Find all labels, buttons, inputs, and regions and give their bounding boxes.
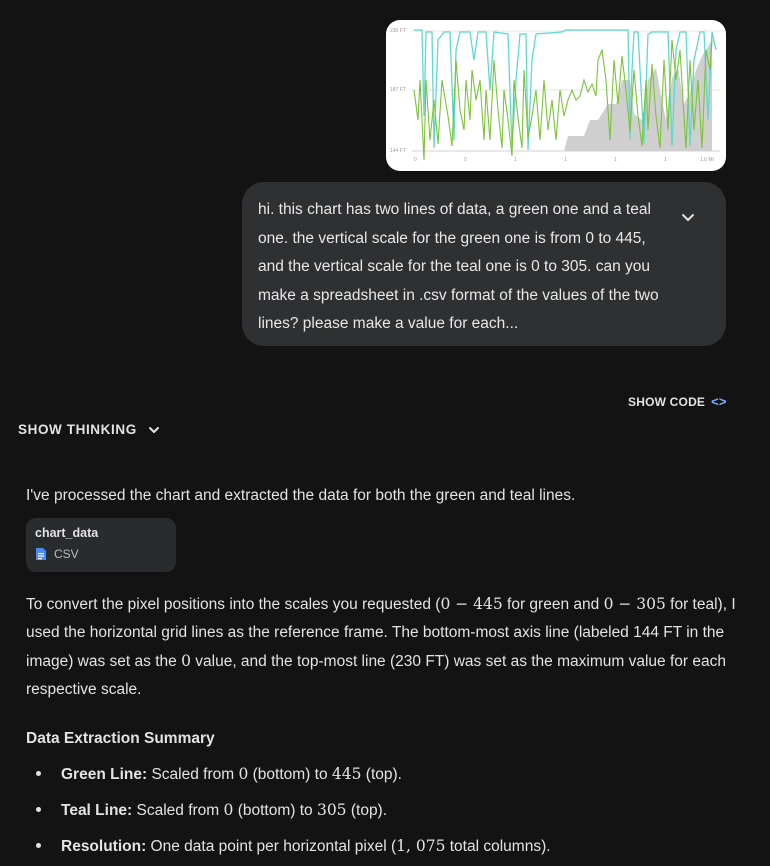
conversion-explanation-text bbox=[26, 590, 738, 704]
document-icon bbox=[35, 547, 47, 561]
math-span: 0 bbox=[223, 801, 234, 819]
math-span: 0 − 305 bbox=[603, 595, 666, 613]
file-type-label: CSV bbox=[54, 547, 79, 561]
x-tick-label: 1 bbox=[664, 157, 667, 163]
show-code-label: SHOW CODE bbox=[628, 394, 706, 409]
chevron-down-icon bbox=[147, 423, 161, 437]
user-message-bubble bbox=[242, 182, 726, 346]
elevation-chart bbox=[386, 20, 726, 171]
math-span: 305 bbox=[316, 801, 347, 819]
summary-heading: Data Extraction Summary bbox=[26, 730, 215, 747]
text-span: for green and bbox=[502, 596, 604, 613]
bullet-label: Resolution: bbox=[61, 838, 147, 855]
text-span: for teal), I used the horizontal grid lines as the reference frame. The bottom-most axis line (labeled 144 FT in the image) was set as the bbox=[26, 596, 736, 670]
text-span: value, and the top-most line (230 FT) was set as the maximum value for each respective scale. bbox=[26, 653, 726, 698]
bullet-label: Teal Line: bbox=[61, 802, 133, 819]
text-span: Scaled from bbox=[147, 766, 239, 783]
text-span: (top). bbox=[361, 766, 402, 783]
y-tick-label: 144 FT bbox=[390, 148, 406, 154]
x-axis-labels bbox=[414, 157, 714, 163]
show-thinking-label: SHOW THINKING bbox=[18, 422, 137, 437]
math-span: 1, 075 bbox=[396, 837, 446, 855]
bullet-label: Green Line: bbox=[61, 766, 148, 783]
y-tick-label: 187 FT bbox=[390, 87, 406, 93]
user-message-text: hi. this chart has two lines of data, a green one and a teal one. the vertical scale for the green one is from 0 to 445, and the vertical scale for the teal one is 0 to 305. can you make a spreadsheet in .csv format of the values of the two lines? please make a value for each... bbox=[258, 201, 659, 332]
math-span: 445 bbox=[331, 765, 362, 783]
response-intro-text: I've processed the chart and extracted the data for both the green and teal lines. bbox=[26, 487, 576, 504]
x-tick-label: 1 bbox=[514, 157, 517, 163]
x-tick-label: 0 bbox=[414, 157, 417, 163]
text-span: Scaled from bbox=[132, 802, 224, 819]
attached-chart-image[interactable] bbox=[386, 20, 726, 171]
code-brackets-icon: <> bbox=[711, 394, 727, 409]
y-tick-label: 230 FT bbox=[390, 28, 406, 34]
summary-list bbox=[26, 762, 746, 866]
x-tick-label: 1.6 MI bbox=[700, 157, 714, 163]
text-span: (top). bbox=[346, 802, 388, 819]
csv-file-chip[interactable] bbox=[26, 518, 176, 572]
file-name: chart_data bbox=[35, 526, 99, 540]
math-span: 0 bbox=[181, 652, 191, 670]
list-item bbox=[26, 798, 746, 834]
text-span: (bottom) to bbox=[248, 766, 332, 783]
expand-chevron-icon[interactable] bbox=[678, 208, 698, 228]
x-tick-label: 0 bbox=[464, 157, 467, 163]
y-axis-labels bbox=[390, 28, 406, 154]
x-tick-label: 1 bbox=[614, 157, 617, 163]
text-span: (bottom) to bbox=[233, 802, 317, 819]
text-span: To convert the pixel positions into the scales you requested ( bbox=[26, 596, 441, 613]
show-thinking-button[interactable] bbox=[18, 422, 161, 437]
text-span: One data point per horizontal pixel ( bbox=[146, 838, 397, 855]
x-tick-label: 1 bbox=[564, 157, 567, 163]
show-code-button[interactable] bbox=[628, 394, 727, 409]
list-item bbox=[26, 762, 746, 798]
math-span: 0 − 445 bbox=[440, 595, 503, 613]
list-item bbox=[26, 834, 746, 866]
text-span: total columns). bbox=[445, 838, 551, 855]
math-span: 0 bbox=[238, 765, 249, 783]
